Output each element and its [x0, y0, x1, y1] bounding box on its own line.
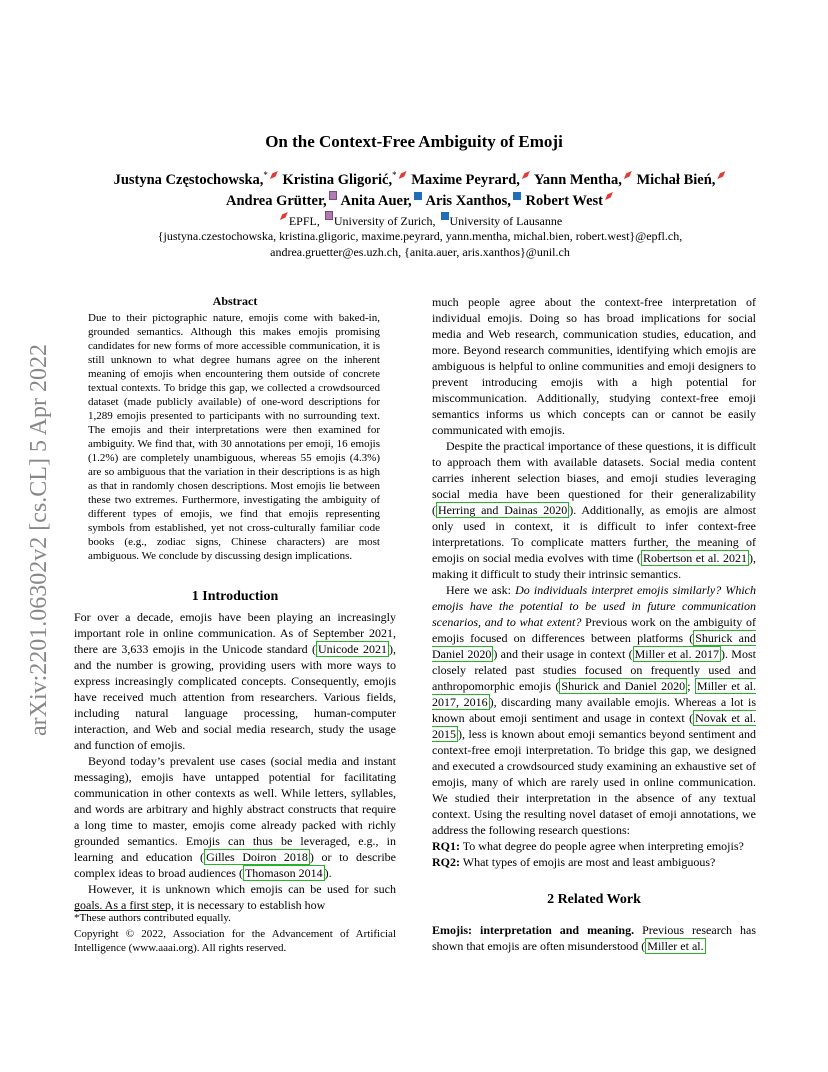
email-addresses	[70, 228, 770, 260]
research-question-2: RQ2: What types of emojis are most and least ambiguous?	[432, 855, 716, 869]
author-line-2	[70, 191, 770, 212]
paragraph: Despite the practical importance of these questions, it is difficult to approach them with available datasets. Social media content carries inherent selection biases, and emoji studies leveraging social media have been questioned for their generalizability ( Herring and Dainas 2020 ). Additionally, as emojis are almost only used in context, it is difficult to infer context-free interpretations. To complicate matters further, the meaning of emojis on social media evolves with time ( Robertson et al. 2021 ), making it difficult to study their intrinsic semantics.	[432, 439, 757, 581]
citation-link[interactable]: Shurick and Daniel 2020	[561, 679, 686, 693]
epfl-mark-icon	[624, 171, 632, 179]
paper-title: On the Context-Free Ambiguity of Emoji	[265, 132, 563, 151]
epfl-mark-icon	[399, 171, 407, 179]
epfl-mark-icon	[522, 171, 530, 179]
unil-mark-icon	[414, 192, 422, 200]
copyright-notice: Copyright © 2022, Association for the Advancement of Artificial Intelligence (www.aaai.org). All rights reserved.	[74, 928, 396, 954]
epfl-mark-icon	[270, 171, 278, 179]
citation-link[interactable]: Unicode 2021	[317, 642, 387, 656]
affiliations	[70, 211, 770, 229]
author: Justyna Częstochowska,	[113, 172, 264, 188]
unil-mark-icon	[513, 192, 521, 200]
email-line: andrea.gruetter@es.uzh.ch, {anita.auer, aris.xanthos}@unil.ch	[270, 245, 570, 259]
citation-link[interactable]: Robertson et al. 2021	[642, 551, 748, 565]
right-column-body	[432, 294, 756, 870]
author: Kristina Gligorić,	[282, 172, 393, 188]
footnote-rule	[74, 910, 166, 911]
email-line: {justyna.czestochowska, kristina.gligoric, maxime.peyrard, yann.mentha, michal.bien, robert.west}@epfl.ch,	[157, 229, 683, 243]
author-line-1: Justyna Częstochowska,* Kristina Gligorić,* Maxime Peyrard, Yann Mentha, Michał Bień,	[70, 165, 770, 191]
abstract-text: Due to their pictographic nature, emojis come with baked-in, grounded semantics. Although this makes emojis promising candidates for new forms of more accessible communication, it is still unknown to what degree humans agree on the inherent meaning of emojis when encountering them outside of concrete textual contexts. To bridge this gap, we collected a crowdsourced dataset (made publicly available) of one-word descriptions for 1,289 emojis presented to participants with no surrounding text. The emojis and their interpretations were then examined for ambiguity. We find that, with 30 annotations per emoji, 16 emojis (1.2%) are completely unambiguous, whereas 55 emojis (4.3%) are so ambiguous that the variation in their descriptions is as high as that in randomly chosen descriptions. Most emojis lie between these two extremes. Furthermore, investigating the ambiguity of different types of emojis, we find that emojis representing symbols from established, yet not cross-culturally familiar code books (e.g., zodiac signs, Chinese characters) are most ambiguous. We conclude by discussing design implications.	[88, 312, 380, 562]
arxiv-identifier	[16, 296, 56, 736]
epfl-mark-icon	[605, 192, 613, 200]
uzh-mark-icon	[325, 211, 333, 220]
epfl-mark-icon	[280, 212, 288, 220]
author: Andrea Grütter,	[225, 193, 327, 209]
citation-link[interactable]: Shurick and Daniel 2020	[432, 631, 756, 661]
epfl-mark-icon	[717, 171, 725, 179]
paragraph: Emojis: interpretation and meaning. Previous research has shown that emojis are often misunderstood ( Miller et al.	[432, 923, 756, 953]
affiliation: University of Zurich,	[333, 214, 436, 228]
footnote: *These authors contributed equally.	[74, 912, 231, 924]
author: Maxime Peyrard,	[411, 172, 520, 188]
affiliation: EPFL,	[288, 214, 320, 228]
affiliation: University of Lausanne	[449, 214, 563, 228]
citation-link[interactable]: Thomason 2014	[244, 866, 323, 880]
author: Aris Xanthos,	[425, 193, 511, 209]
citation-link[interactable]: Herring and Dainas 2020	[438, 503, 568, 517]
author: Yann Mentha,	[534, 172, 622, 188]
related-work-body	[432, 922, 756, 954]
paragraph: Beyond today’s prevalent use cases (social media and instant messaging), emojis have untapped potential for facilitating communication in other contexts as well. While letters, syllables, and words are arbitrary and highly abstract constructs that require a long time to master, emojis come already packed with richly grounded semantics. Emojis can thus be leveraged, e.g., in learning and education ( Gilles Doiron 2018 ) or to describe complex ideas to broad audiences ( Thomason 2014 ).	[74, 754, 396, 880]
author: Robert West	[525, 193, 603, 209]
paragraph: Here we ask: Do individuals interpret emojis similarly? Which emojis have the potential to be used in future communication scenarios, and to what extent? Previous work on the ambiguity of emojis focused on differences between platforms ( Shurick and Daniel 2020 ) and their usage in context ( Miller et al. 2017 ). Most closely related past studies focused on frequently used and anthropomorphic emojis ( Shurick and Daniel 2020 ; Miller et al. 2017, 2016 ), discarding many available emojis. Whereas a lot is known about emoji sentiment and usage in context ( Novak et al. 2015 ), less is known about emoji semantics beyond sentiment and context-free emoji interpretation. To bridge this gap, we designed and executed a crowdsourced study examining an exhaustive set of emojis, many of which are rarely used in online communication. We studied their interpretation in the absence of any textual context. Using the resulting novel dataset of emoji annotations, we address the following research questions:	[432, 583, 757, 837]
research-question-italic: Do individuals interpret emojis similarly? Which emojis have the potential to be used in future communication scenarios, and to what extent?	[432, 583, 757, 629]
author: Anita Auer,	[340, 193, 412, 209]
author: Michał Bień,	[636, 172, 716, 188]
paragraph: However, it is unknown which emojis can be used for such goals. As a first step, it is necessary to establish how	[74, 882, 396, 912]
citation-link[interactable]: Gilles Doiron 2018	[206, 850, 308, 864]
citation-link[interactable]: Miller et al. 2017	[634, 647, 719, 661]
citation-link[interactable]: Miller et al.	[647, 939, 704, 953]
intro-heading: 1 Introduction	[191, 589, 279, 604]
citation-link[interactable]: Novak et al. 2015	[432, 711, 756, 741]
research-question-1: RQ1: To what degree do people agree when interpreting emojis?	[432, 839, 744, 853]
citation-link[interactable]: Miller et al. 2017, 2016	[432, 679, 756, 709]
unil-mark-icon	[441, 212, 449, 220]
paragraph: much people agree about the context-free interpretation of individual emojis. Doing so has broad implications for social media and Web research, communication studies, education, and more. Beyond research communities, identifying which emojis are ambiguous is helpful to online communities and emoji designers to prevent introducing emojis with a high potential for miscommunication. Additionally, studying context-free emoji semantics informs us which concepts can or cannot be easily communicated with emojis.	[432, 295, 756, 437]
paragraph: For over a decade, emojis have been playing an increasingly important role in online communication. As of September 2021, there are 3,633 emojis in the Unicode standard ( Unicode 2021 ), and the number is growing, providing users with more ways to express increasingly complicated concepts. Consequently, emojis have received much attention from researchers. Various fields, including natural language processing, human-computer interaction, and Web and social media research, study the usage and function of emojis.	[74, 610, 396, 752]
abstract-heading: Abstract	[212, 294, 258, 308]
uzh-mark-icon	[329, 191, 337, 200]
intro-body	[74, 609, 396, 913]
author-list	[70, 165, 770, 212]
related-work-heading: 2 Related Work	[547, 892, 641, 907]
arxiv-identifier-text: arXiv:2201.06302v2 [cs.CL] 5 Apr 2022	[26, 344, 52, 736]
